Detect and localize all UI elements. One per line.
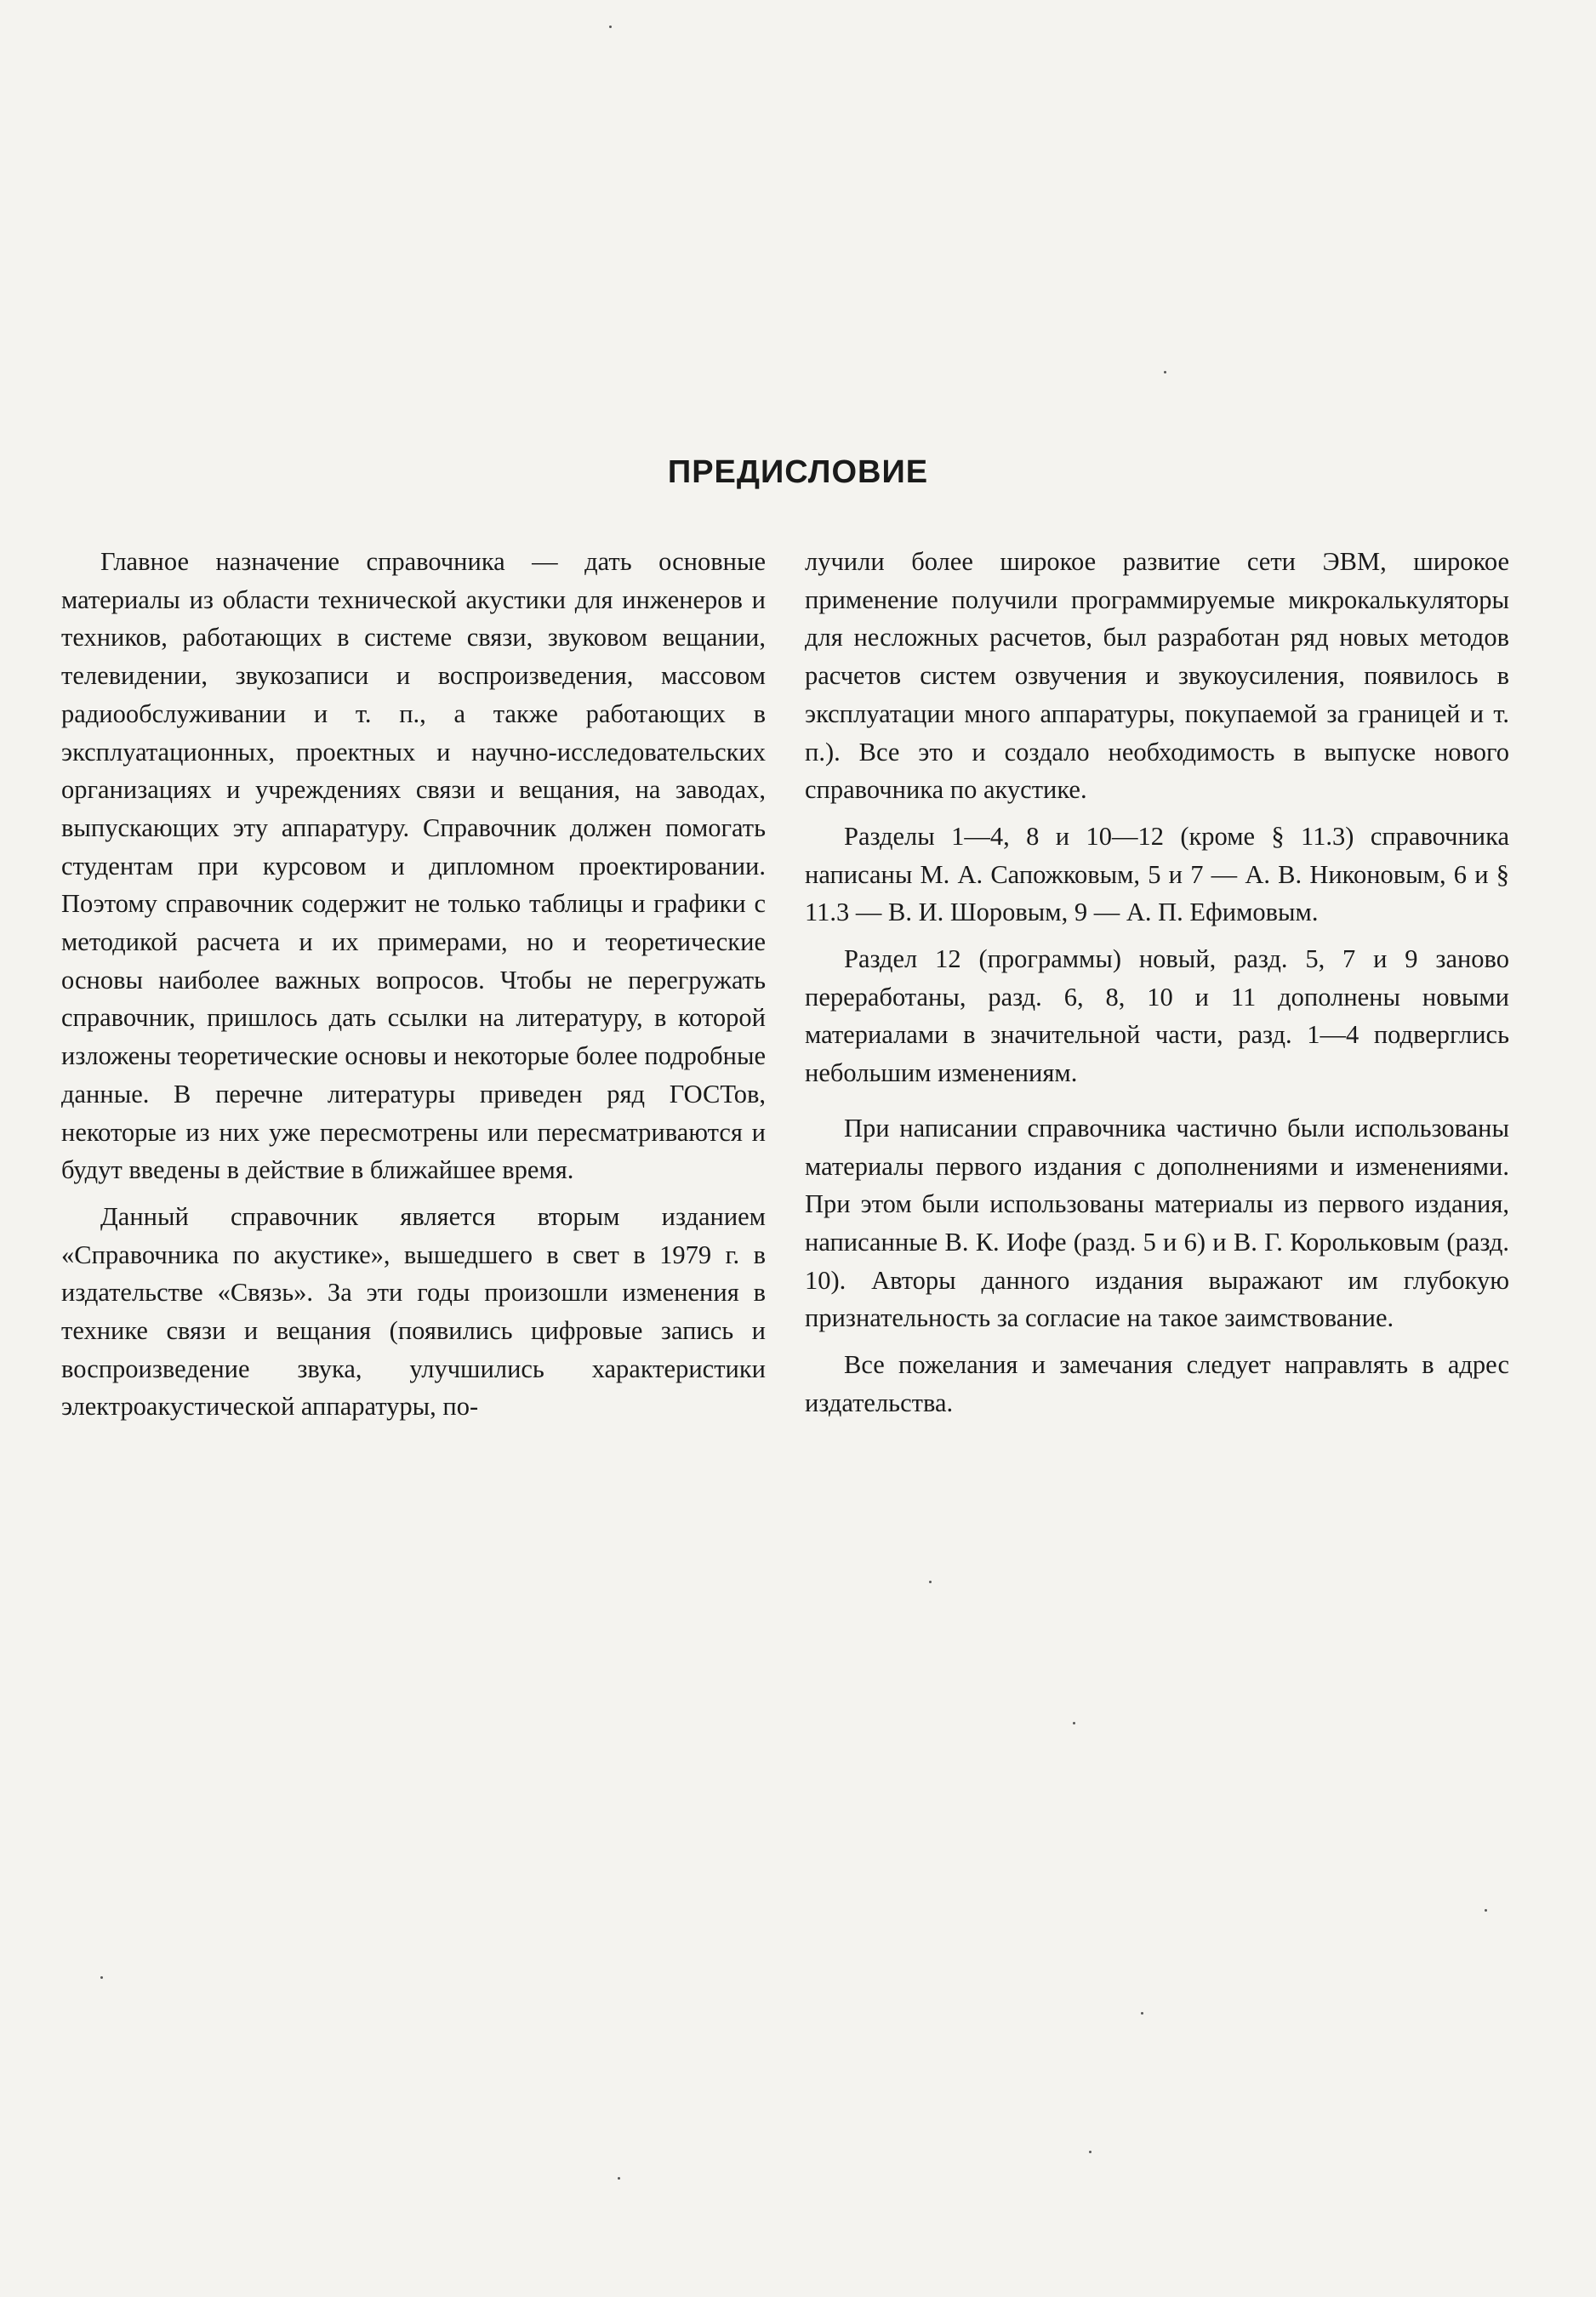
scan-speck <box>929 1581 932 1583</box>
left-column <box>61 543 766 1434</box>
preface-paragraph-feedback: Все пожелания и замечания следует направлять в адрес издательства. <box>805 1350 1509 1417</box>
preface-paragraph-purpose: Главное назначение справочника — дать основные материалы из области технической акустики для инженеров и техников, работающих в системе связи, звуковом вещании, телевидении, звукозаписи и воспроизведения, массовом радиообслуживании и т. п., а также работающих в эксплуатационных, проектных и научно-исследовательских организациях и учреждениях связи и вещания, на заводах, выпускающих эту аппаратуру. Справочник должен помогать студентам при курсовом и дипломном проектировании. Поэтому справочник содержит не только таблицы и графики с методикой расчета и их примерами, но и теоретические основы наиболее важных вопросов. Чтобы не перегружать справочник, пришлось дать ссылки на литературу, в которой изложены теоретические основы и некоторые более подробные данные. В перечне литературы приведен ряд ГОСТов, некоторые из них уже пересмотрены или пересматриваются и будут введены в действие в ближайшее время. <box>61 547 766 1185</box>
scan-speck <box>609 26 612 28</box>
scan-speck <box>1485 1909 1487 1912</box>
right-column <box>805 543 1509 1430</box>
preface-paragraph-authors: Разделы 1—4, 8 и 10—12 (кроме § 11.3) справочника написаны М. А. Сапожковым, 5 и 7 — А. В. Никоновым, 6 и § 11.3 — В. И. Шоровым, 9 — А. П. Ефимовым. <box>805 821 1509 927</box>
scan-speck <box>100 1976 103 1979</box>
preface-paragraph-changes: Раздел 12 (программы) новый, разд. 5, 7 и 9 заново переработаны, разд. 6, 8, 10 и 11 дополнены новыми материалами в значительной части, разд. 1—4 подверглись небольшим изменениям. <box>805 944 1509 1088</box>
scan-speck <box>1089 2151 1092 2153</box>
page-title: ПРЕДИСЛОВИЕ <box>667 454 929 490</box>
scan-speck <box>1073 1722 1075 1724</box>
preface-paragraph-edition: Данный справочник является вторым изданием «Справочника по акустике», вышедшего в свет в 1979 г. в издательстве «Связь». За эти годы произошли изменения в технике связи и вещания (появились цифровые запись и воспроизведение звука, улучшились характеристики электроакустической аппаратуры, по- <box>61 1201 766 1422</box>
scan-speck <box>618 2177 620 2180</box>
preface-paragraph-acknowledgements: При написании справочника частично были использованы материалы первого издания с дополнениями и изменениями. При этом были использованы материалы из первого издания, написанные В. К. Иофе (разд. 5 и 6) и В. Г. Корольковым (разд. 10). Авторы данного издания выражают им глубокую признательность за согласие на такое заимствование. <box>805 1113 1509 1333</box>
scan-speck <box>1141 2012 1143 2015</box>
scan-speck <box>1164 371 1166 373</box>
preface-paragraph-edition-continued: лучили более широкое развитие сети ЭВМ, широкое применение получили программируемые микрокалькуляторы для несложных расчетов, был разработан ряд новых методов расчетов систем озвучения и звукоусиления, появилось в эксплуатации много аппаратуры, покупаемой за границей и т. п.). Все это и создало необходимость в выпуске нового справочника по акустике. <box>805 547 1509 805</box>
